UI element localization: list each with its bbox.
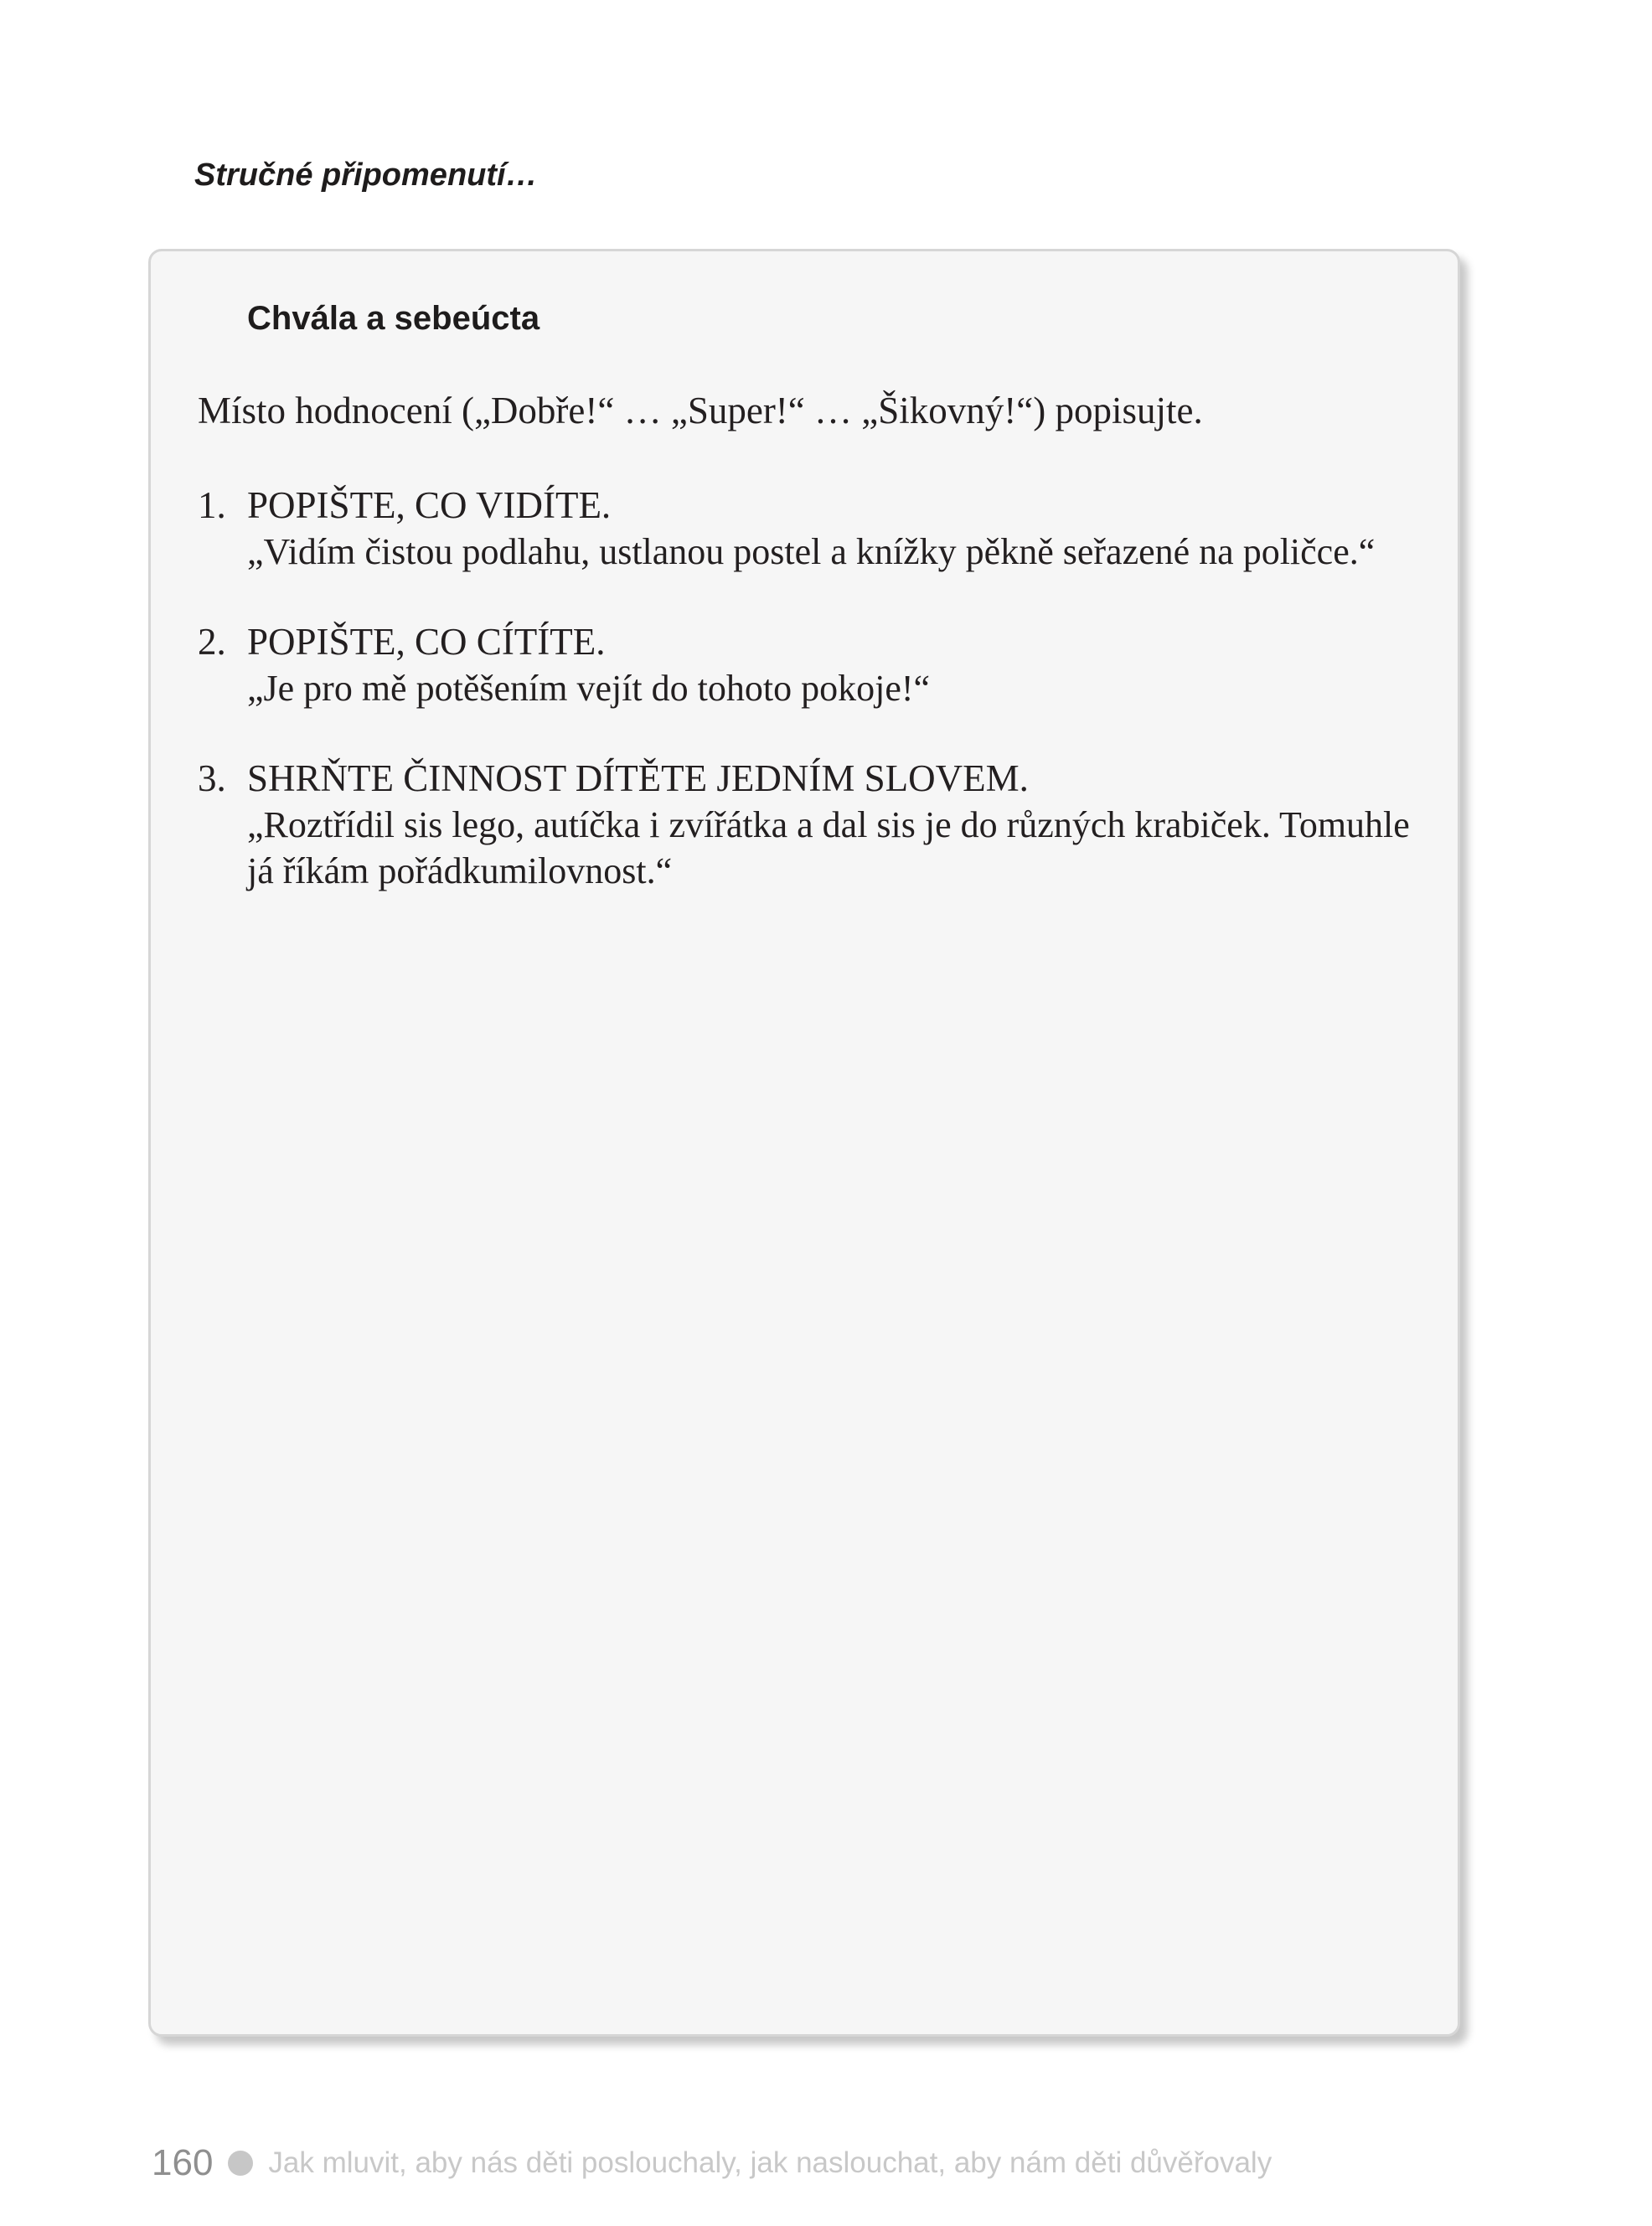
item-number: 3. [198, 757, 226, 799]
summary-card [148, 249, 1460, 2037]
running-title: Jak mluvit, aby nás děti poslouchaly, jak naslouchat, aby nám děti důvěřovaly [268, 2146, 1273, 2179]
page-footer [152, 2141, 1272, 2186]
page-number: 160 [152, 2142, 214, 2183]
item-heading: POPIŠTE, CO CÍTÍTE. [247, 621, 606, 663]
item-heading: POPIŠTE, CO VIDÍTE. [247, 484, 612, 526]
item-quote: „Je pro mě potěšením vejít do tohoto pokoje!“ [247, 668, 931, 709]
card-intro: Místo hodnocení („Dobře!“ … „Super!“ … „Šikovný!“) popisujte. [198, 390, 1203, 431]
list-item [198, 483, 1438, 575]
item-quote: „Vidím čistou podlahu, ustlanou postel a knížky pěkně seřazené na poličce.“ [247, 531, 1376, 572]
item-heading: SHRŇTE ČINNOST DÍTĚTE JEDNÍM SLOVEM. [247, 757, 1029, 799]
tips-list [198, 483, 1438, 938]
bullet-dot-icon [228, 2151, 253, 2176]
list-item [198, 756, 1438, 894]
card-title: Chvála a sebeúcta [247, 300, 540, 337]
list-item [198, 619, 1438, 711]
item-number: 1. [198, 484, 226, 526]
section-heading: Stručné připomenutí… [194, 158, 538, 193]
item-number: 2. [198, 621, 226, 663]
item-quote: „Roztřídil sis lego, autíčka i zvířátka a dal sis je do různých krabiček. Tomuhle já říkám pořádkumilovnost.“ [247, 804, 1410, 891]
